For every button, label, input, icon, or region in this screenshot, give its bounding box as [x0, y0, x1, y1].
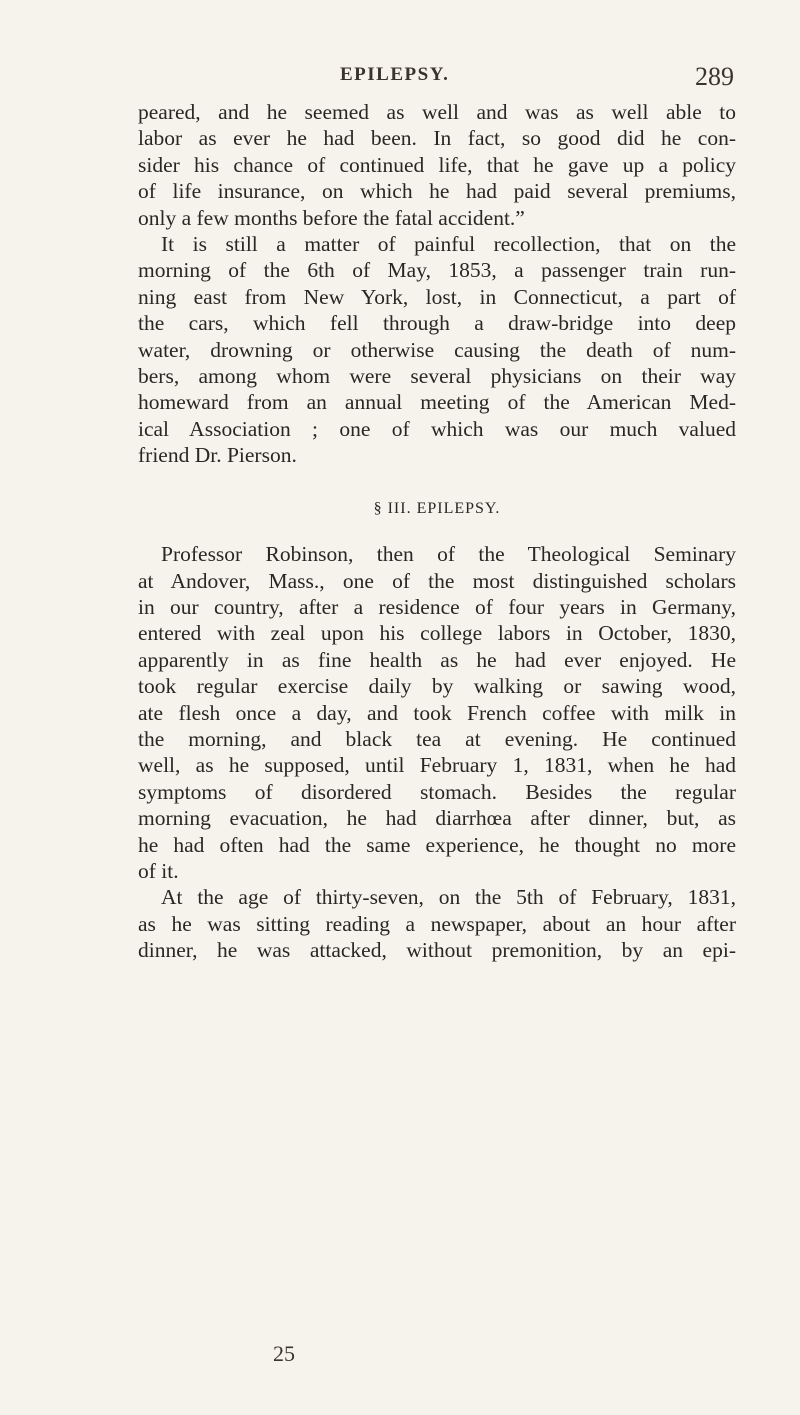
text-line: homeward from an annual meeting of the American Med-	[138, 390, 736, 415]
text-line: water, drowning or otherwise causing the death of num-	[138, 337, 736, 362]
section-heading: § III. EPILEPSY.	[373, 499, 501, 517]
text-line: It is still a matter of painful recollection, that on the	[161, 232, 736, 257]
running-head	[0, 62, 800, 92]
paragraph-3	[138, 541, 736, 884]
text-line: of it.	[138, 858, 179, 883]
text-line: friend Dr. Pierson.	[138, 443, 297, 468]
text-line: ical Association ; one of which was our much valued	[138, 416, 736, 441]
text-line: the cars, which fell through a draw-bridge into deep	[138, 311, 736, 336]
text-line: peared, and he seemed as well and was as well able to	[138, 100, 736, 124]
text-line: ning east from New York, lost, in Connecticut, a part of	[138, 284, 736, 309]
body-text	[138, 99, 736, 964]
signature-mark: 25	[273, 1341, 295, 1366]
text-line: took regular exercise daily by walking or sawing wood,	[138, 674, 736, 699]
paragraph-4	[138, 884, 736, 963]
text-line: symptoms of disordered stomach. Besides the regular	[138, 779, 736, 804]
text-line: morning evacuation, he had diarrhœa after dinner, but, as	[138, 806, 736, 831]
text-line: bers, among whom were several physicians on their way	[138, 364, 736, 389]
text-line: well, as he supposed, until February 1, 1831, when he had	[138, 753, 736, 778]
text-line: apparently in as fine health as he had ever enjoyed. He	[138, 647, 736, 672]
text-line: ate flesh once a day, and took French coffee with milk in	[138, 700, 736, 725]
text-line: of life insurance, on which he had paid several premiums,	[138, 179, 736, 204]
text-line: dinner, he was attacked, without premonition, by an epi-	[138, 938, 736, 963]
text-line: as he was sitting reading a newspaper, about an hour after	[138, 911, 736, 936]
text-line: sider his chance of continued life, that he gave up a policy	[138, 152, 736, 177]
page-number: 289	[695, 62, 734, 91]
text-line: only a few months before the fatal accident.”	[138, 205, 525, 230]
text-line: at Andover, Mass., one of the most distinguished scholars	[138, 568, 736, 593]
text-line: entered with zeal upon his college labors in October, 1830,	[138, 621, 736, 646]
text-line: morning of the 6th of May, 1853, a passenger train run-	[138, 258, 736, 283]
paragraph-2	[138, 231, 736, 469]
running-head-title: EPILEPSY.	[340, 64, 450, 85]
text-line: labor as ever he had been. In fact, so good did he con-	[138, 126, 736, 151]
text-line: At the age of thirty-seven, on the 5th of February, 1831,	[161, 885, 736, 910]
text-line: Professor Robinson, then of the Theological Seminary	[161, 542, 736, 567]
text-line: the morning, and black tea at evening. He continued	[138, 726, 736, 751]
text-line: he had often had the same experience, he thought no more	[138, 832, 736, 857]
paragraph-1	[138, 99, 736, 231]
text-line: in our country, after a residence of four years in Germany,	[138, 594, 736, 619]
